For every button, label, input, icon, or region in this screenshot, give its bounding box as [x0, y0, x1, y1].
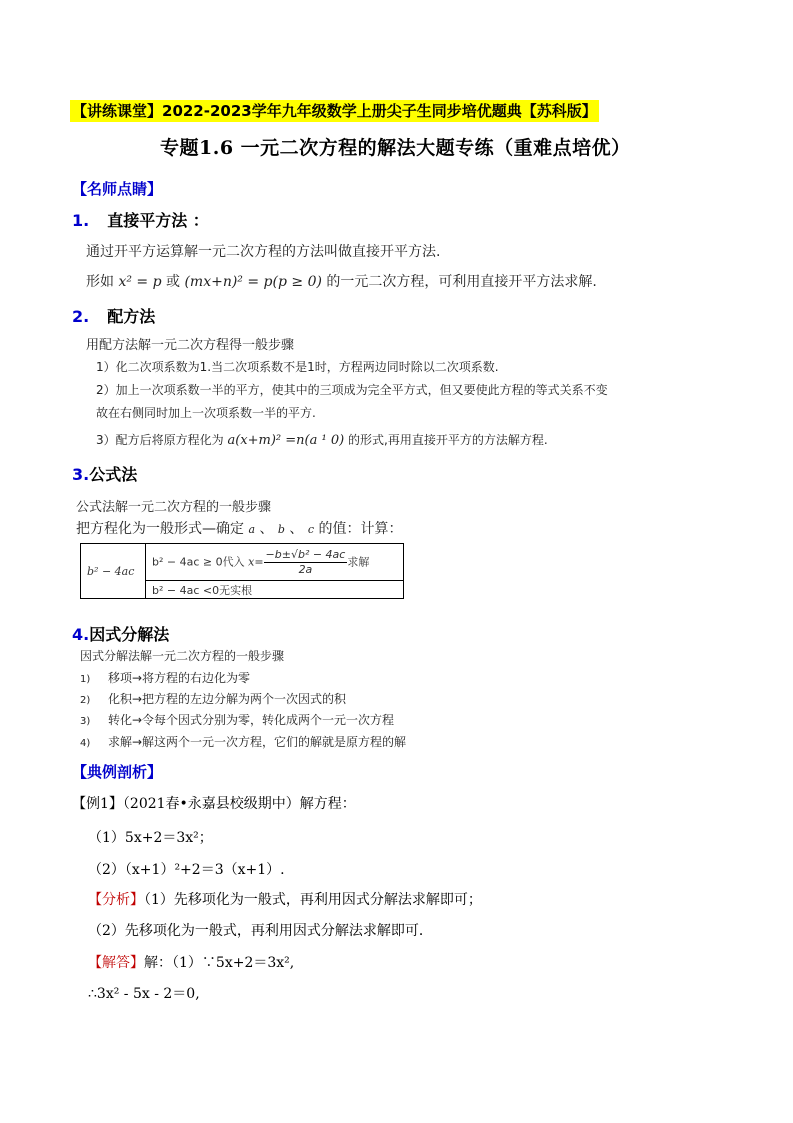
text: 或 [166, 274, 181, 290]
table-cell-left: b² − 4ac [81, 544, 146, 599]
section-3-line-2 [76, 518, 403, 538]
section-4-intro: 因式分解法解一元二次方程的一般步骤 [80, 649, 285, 663]
section-1-line-2 [86, 271, 597, 291]
section-number: 3. [72, 465, 90, 484]
section-1-heading [72, 208, 209, 231]
example-label: 【例1】 [72, 796, 123, 812]
section-4-step-4: 4) 求解→解这两个一元一次方程，它们的解就是原方程的解 [80, 735, 407, 749]
examples-tag: 【典例剖析】 [72, 763, 163, 781]
text: 把方程化为一般形式—确定 [76, 521, 244, 537]
analysis-line-2: （2）先移项化为一般式，再利用因式分解法求解即可． [88, 923, 433, 939]
section-2-heading [72, 304, 155, 327]
example-1-header [72, 793, 356, 813]
section-2-step-1: 1）化二次项系数为1.当二次项系数不是1时，方程两边同时除以二次项系数. [96, 360, 499, 374]
page-title: 专题1.6 一元二次方程的解法大题专练（重难点培优） [160, 137, 631, 159]
section-title: 因式分解法 [89, 625, 170, 644]
section-2-step-2: 2）加上一次项系数一半的平方，使其中的三项成为完全平方式，但又要使此方程的等式关系不变 [96, 383, 608, 397]
formula: (mx+n)² = p(p ≥ 0) [184, 274, 322, 290]
section-3-intro: 公式法解一元二次方程的一般步骤 [76, 500, 272, 515]
section-2-step-3 [96, 431, 548, 448]
section-4-step-1: 1) 移项→将方程的右边化为零 [80, 671, 251, 685]
answer-line-1 [88, 952, 294, 972]
section-2-step-2-cont: 故在右侧同时加上一次项系数一半的平方. [96, 406, 316, 420]
var-c: c [307, 523, 315, 536]
analysis-text: （1）先移项化为一般式，再利用因式分解法求解即可； [144, 892, 482, 908]
quadratic-formula: $\frac{\text{−b±√b² − 4ac}}{2a}$ [265, 547, 346, 576]
section-title: 直接平方法 ： [107, 211, 209, 230]
section-4-step-3: 3) 转化→令每个因式分别为零，转化成两个一元一次方程 [80, 713, 395, 727]
section-title: 公式法 [89, 465, 138, 484]
text: 3）配方后将原方程化为 [96, 433, 224, 447]
section-4-step-2: 2) 化积→把方程的左边分解为两个一次因式的积 [80, 692, 347, 706]
example-1-eq-2: （2）（x+1）²+2＝3（x+1）. [88, 862, 285, 878]
formula: a(x+m)² =n(a ¹ 0) [227, 433, 345, 448]
section-3-heading [72, 462, 137, 485]
text: 的值：计算： [318, 521, 403, 537]
table-cell-positive: b² − 4ac ≥ 0代入 x= $\frac{\text{−b±√b² − 4ac}}{2a}$ 求解 [146, 544, 404, 581]
answer-tag: 【解答】 [88, 955, 144, 971]
text: 的一元二次方程，可利用直接开平方法求解. [326, 274, 597, 290]
header-banner: 【讲练课堂】2022-2023学年九年级数学上册尖子生同步培优题典【苏科版】 [72, 102, 597, 120]
separator: 、 [289, 521, 304, 537]
analysis-line-1 [88, 889, 482, 909]
table-cell-negative: b² − 4ac <0无实根 [146, 581, 404, 599]
text: 形如 [86, 274, 114, 290]
separator: 、 [259, 521, 274, 537]
example-1-eq-1: （1）5x+2＝3x²； [88, 830, 213, 846]
section-1-line-1: 通过开平方运算解一元二次方程的方法叫做直接开平方法. [86, 244, 441, 260]
text: 的形式,再用直接开平方的方法解方程. [348, 433, 548, 447]
section-title: 配方法 [107, 307, 156, 326]
section-4-heading [72, 622, 169, 645]
var-b: b [277, 523, 285, 536]
section-number: 1. [72, 211, 90, 230]
answer-text: 解：（1）∵5x+2＝3x², [144, 955, 295, 971]
section-number: 4. [72, 625, 90, 644]
example-source: （2021春•永嘉县校级期中）解方程： [122, 796, 356, 812]
discriminant-table [80, 543, 404, 599]
var-a: a [248, 523, 256, 536]
section-2-intro: 用配方法解一元二次方程得一般步骤 [86, 338, 295, 353]
teacher-tips-tag: 【名师点睛】 [72, 180, 163, 198]
answer-line-2: ∴3x² - 5x - 2＝0, [88, 986, 200, 1002]
formula: x² = p [118, 274, 162, 290]
analysis-tag: 【分析】 [88, 892, 144, 908]
section-number: 2. [72, 307, 90, 326]
